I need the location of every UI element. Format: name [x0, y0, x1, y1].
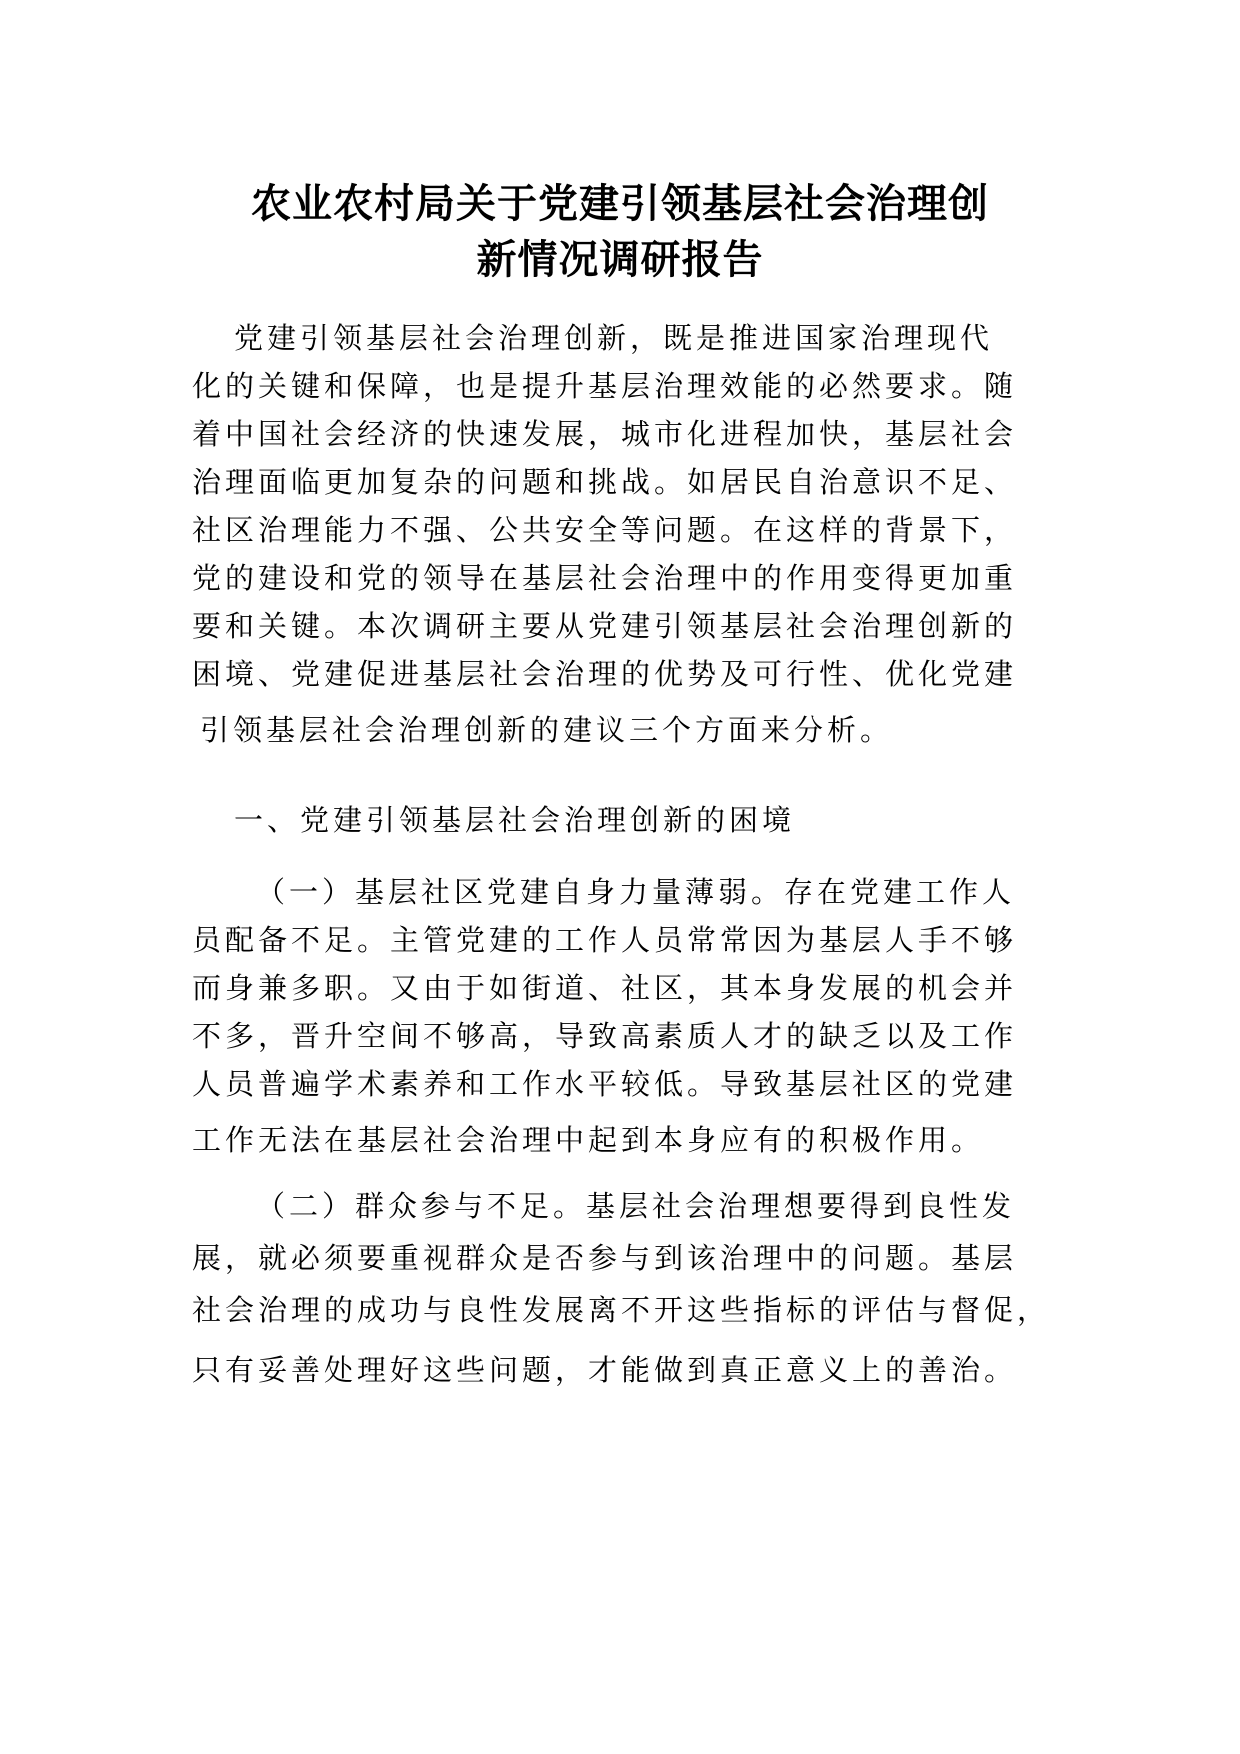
sub1-line: 员配备不足。主管党建的工作人员常常因为基层人手不够 [192, 923, 1018, 957]
sub2-line: 只有妥善处理好这些问题，才能做到真正意义上的善治。 [192, 1353, 1018, 1387]
sub1-line: 人员普遍学术素养和工作水平较低。导致基层社区的党建 [192, 1067, 1018, 1101]
intro-line: 化的关键和保障，也是提升基层治理效能的必然要求。随 [192, 369, 1018, 403]
intro-line: 社区治理能力不强、公共安全等问题。在这样的背景下， [192, 513, 1018, 547]
intro-line: 要和关键。本次调研主要从党建引领基层社会治理创新的 [192, 609, 1018, 643]
sub2-line: 社会治理的成功与良性发展离不开这些指标的评估与督促， [192, 1293, 1051, 1327]
intro-line: 引领基层社会治理创新的建议三个方面来分析。 [200, 713, 894, 747]
title-line-2: 新情况调研报告 [476, 237, 764, 283]
section-heading: 一、党建引领基层社会治理创新的困境 [234, 803, 796, 837]
intro-line: 治理面临更加复杂的问题和挑战。如居民自治意识不足、 [192, 465, 1018, 499]
sub2-line: 展，就必须要重视群众是否参与到该治理中的问题。基层 [192, 1241, 1018, 1275]
sub1-line: 而身兼多职。又由于如街道、社区，其本身发展的机会并 [192, 971, 1018, 1005]
title-line-1: 农业农村局关于党建引领基层社会治理创 [251, 181, 989, 227]
intro-line: 着中国社会经济的快速发展，城市化进程加快，基层社会 [192, 417, 1018, 451]
sub1-line: （一）基层社区党建自身力量薄弱。存在党建工作人 [256, 875, 1016, 909]
intro-line: 党建引领基层社会治理创新，既是推进国家治理现代 [234, 321, 994, 355]
sub1-line: 工作无法在基层社会治理中起到本身应有的积极作用。 [192, 1123, 985, 1157]
intro-line: 党的建设和党的领导在基层社会治理中的作用变得更加重 [192, 561, 1018, 595]
sub1-line: 不多，晋升空间不够高，导致高素质人才的缺乏以及工作 [192, 1019, 1018, 1053]
sub2-line: （二）群众参与不足。基层社会治理想要得到良性发 [256, 1189, 1016, 1223]
intro-line: 困境、党建促进基层社会治理的优势及可行性、优化党建 [192, 657, 1018, 691]
